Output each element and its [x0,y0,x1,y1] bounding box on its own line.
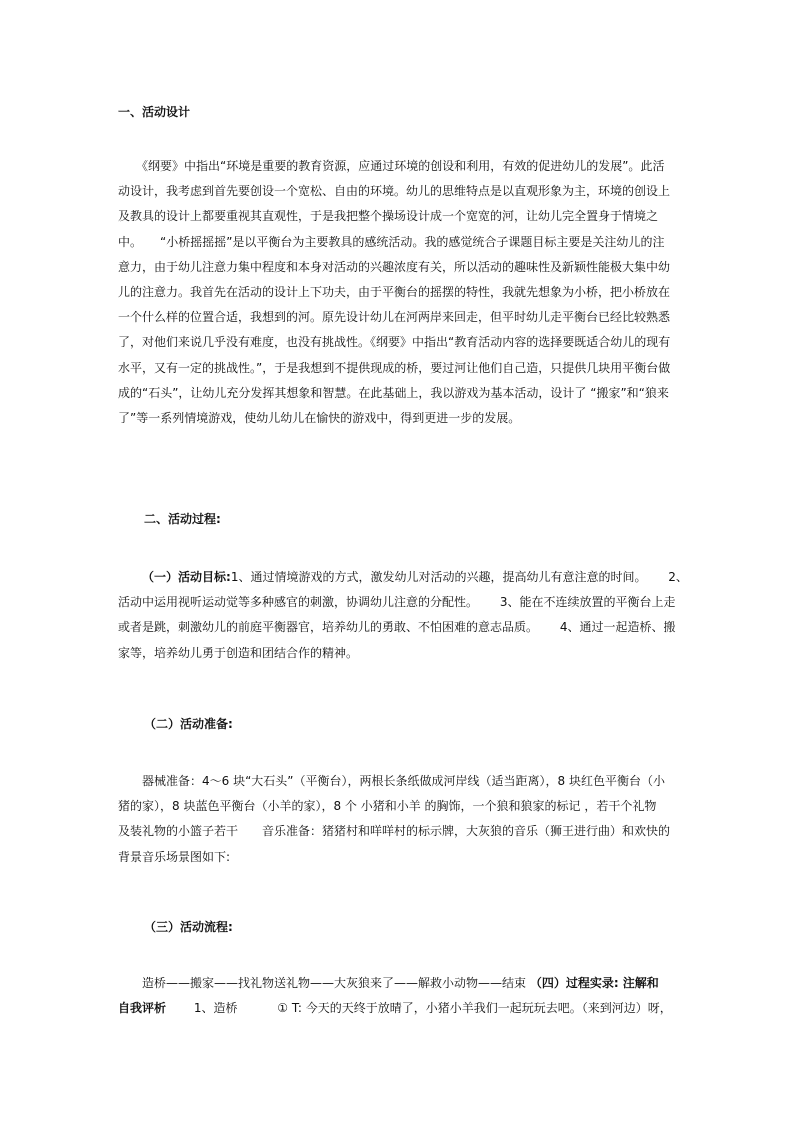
text-line: 器械准备：4～6 块“大石头”（平衡台），两根长条纸做成河岸线（适当距离），8 块红色平衡台（小 [118,774,665,788]
design-paragraph [118,154,678,431]
text-line [118,971,678,996]
preparation-paragraph [118,769,678,870]
text-line: 水平，又有一定的挑战性。”，于是我想到不提供现成的桥，要过河让他们自己造，只提供几块用平衡台做 [118,360,671,375]
section-heading-activity-design: 一、活动设计 [118,105,191,119]
text-line: 及教具的设计上都要重视其直观性，于是我把整个操场设计成一个宽宽的河，让幼儿完全置身于情境之 [118,209,659,224]
goals-label: （一）活动目标: [142,570,231,584]
text-line: 动设计，我考虑到首先要创设一个宽松、自由的环境。幼儿的思维特点是以直观形象为主，环境的创设上 [118,184,671,199]
self-review-label: 自我评析 [118,1001,167,1016]
text-line: 及装礼物的小篮子若干 音乐准备：猪猪村和咩咩村的标示牌，大灰狼的音乐（狮王进行曲）和欢快的 [118,824,671,839]
text-line: 了”等一系列情境游戏，使幼儿幼儿在愉快的游戏中，得到更进一步的发展。 [118,410,521,425]
goals-paragraph [118,565,688,666]
text-line: 家等，培养幼儿勇于创造和团结合作的精神。 [118,645,359,660]
text-line: 了，对他们来说几乎没有难度，也没有挑战性。《纲要》中指出“教育活动内容的选择要既适合幼儿的现有 [118,335,671,350]
text-line [118,996,678,1021]
text-line: 中。 “小桥摇摇摇”是以平衡台为主要教具的感统活动。我的感觉统合子课题目标主要是关注幼儿的注 [118,234,665,249]
text-line [118,565,688,590]
record-heading: （四）过程实录: 注解和 [529,976,659,990]
text-line: 《纲要》中指出“环境是重要的教育资源，应通过环境的创设和利用，有效的促进幼儿的发展”。此活 [118,159,665,173]
text-line: 或者是跳，刺激幼儿的前庭平衡器官，培养幼儿的勇敢、不怕困难的意志品质。 4、通过一起造桥、搬 [118,620,676,635]
text-line: 一个什么样的位置合适，我想到的河。原先设计幼儿在河两岸来回走，但平时幼儿走平衡台已经比较熟悉 [118,310,671,325]
record-text: 1、造桥 ① T: 今天的天终于放晴了，小猪小羊我们一起玩玩去吧。（来到河边）呀， [166,1001,672,1016]
text-line: 猪的家），8 块蓝色平衡台（小羊的家），8 个 小猪和小羊 的胸饰，一个狼和狼家的标记 ，若干个礼物 [118,799,657,814]
text-line: 儿的注意力。我首先在活动的设计上下功夫，由于平衡台的摇摆的特性，我就先想象为小桥，把小桥放在 [118,284,671,299]
text-line: 背景音乐场景图如下: [118,849,231,864]
section-heading-preparation: （二）活动准备: [144,717,233,731]
flow-paragraph [118,971,678,1021]
text-line: 成的“石头”，让幼儿充分发挥其想象和智慧。在此基础上，我以游戏为基本活动，设计了 “搬家”和“狼来 [118,385,669,400]
goals-text: 1、通过情境游戏的方式，激发幼儿对活动的兴趣，提高幼儿有意注意的时间。 2、 [230,570,688,584]
text-line: 意力，由于幼儿注意力集中程度和本身对活动的兴趣浓度有关，所以活动的趣味性及新颖性能极大集中幼 [118,259,671,274]
text-line: 活动中运用视听运动觉等多种感官的刺激，协调幼儿注意的分配性。 3、能在不连续放置的平衡台上走 [118,595,676,610]
section-heading-flow: （三）活动流程: [144,920,233,934]
section-heading-activity-process: 二、活动过程: [144,512,221,526]
flow-text: 造桥——搬家——找礼物送礼物——大灰狼来了——解救小动物——结束 [118,976,530,990]
